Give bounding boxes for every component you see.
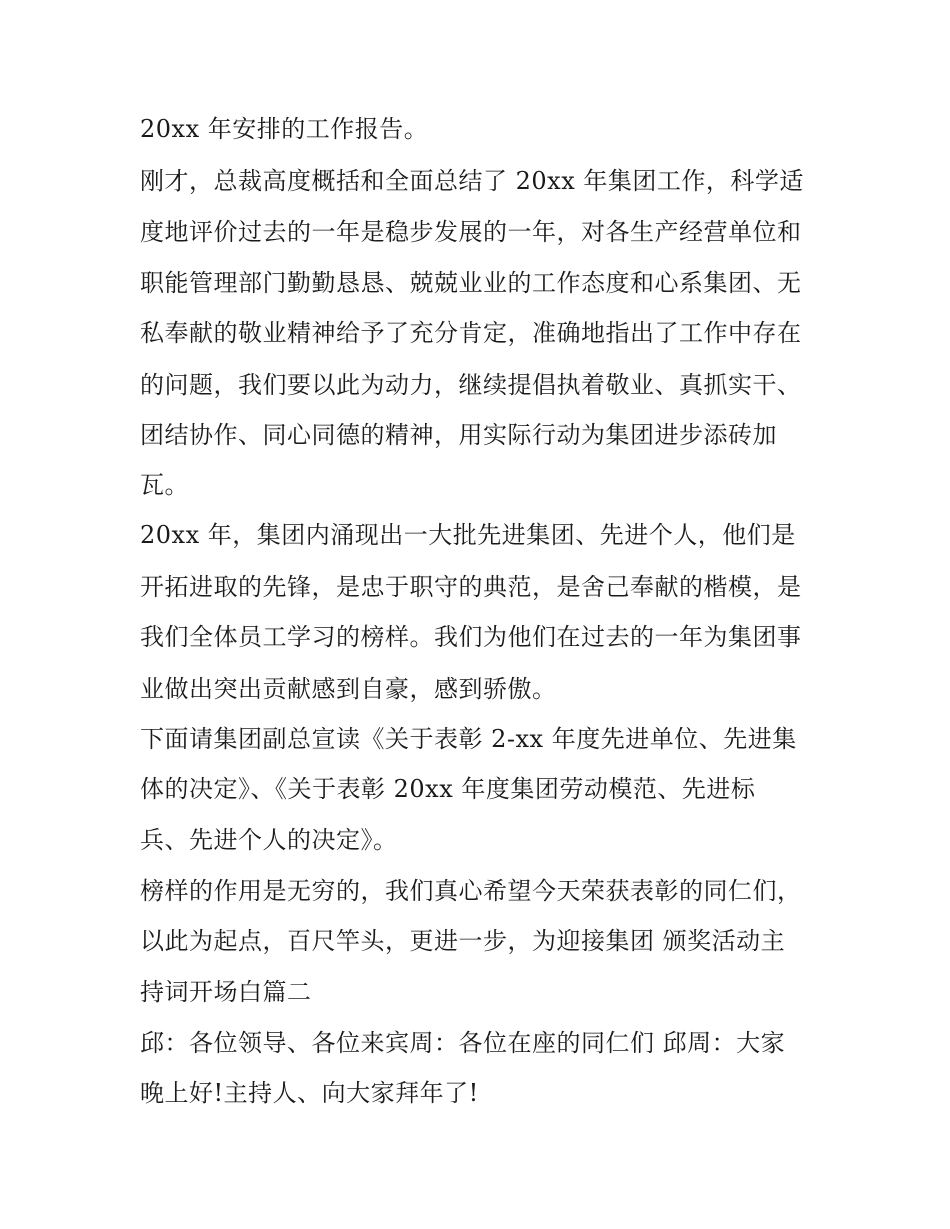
text-line: 刚才，总裁高度概括和全面总结了 20xx 年集团工作，科学适 [140,167,804,195]
text-line: 兵、先进个人的决定》。 [140,826,398,854]
text-line: 我们全体员工学习的榜样。我们为他们在过去的一年为集团事 [140,623,802,651]
text-line: 下面请集团副总宣读《关于表彰 2-xx 年度先进单位、先进集 [140,725,797,753]
text-line: 业做出突出贡献感到自豪，感到骄傲。 [140,675,557,703]
text-line: 开拓进取的先锋，是忠于职守的典范，是舍己奉献的楷模，是 [140,573,802,601]
text-line: 邱：各位领导、各位来宾周：各位在座的同仁们 邱周：大家 [140,1029,786,1057]
text-line: 的问题，我们要以此为动力，继续提倡执着敬业、真抓实干、 [140,371,802,399]
text-line: 持词开场白篇二 [140,978,312,1006]
text-line: 私奉献的敬业精神给予了充分肯定，准确地指出了工作中存在 [140,319,802,347]
text-line: 榜样的作用是无穷的，我们真心希望今天荣获表彰的同仁们， [140,877,802,905]
text-line: 度地评价过去的一年是稳步发展的一年，对各生产经营单位和 [140,218,802,246]
text-line: 体的决定》、《关于表彰 20xx 年度集团劳动模范、先进标 [140,775,756,803]
text-line: 瓦。 [140,471,189,499]
text-line: 职能管理部门勤勤恳恳、兢兢业业的工作态度和心系集团、无 [140,269,802,297]
text-line: 以此为起点，百尺竿头，更进一步，为迎接集团 颁奖活动主 [140,927,786,955]
text-line: 团结协作、同心同德的精神，用实际行动为集团进步添砖加 [140,421,777,449]
text-line: 20xx 年，集团内涌现出一大批先进集团、先进个人，他们是 [140,521,796,549]
text-line: 晚上好!主持人、向大家拜年了! [140,1079,479,1107]
text-line: 20xx 年安排的工作报告。 [140,115,429,143]
